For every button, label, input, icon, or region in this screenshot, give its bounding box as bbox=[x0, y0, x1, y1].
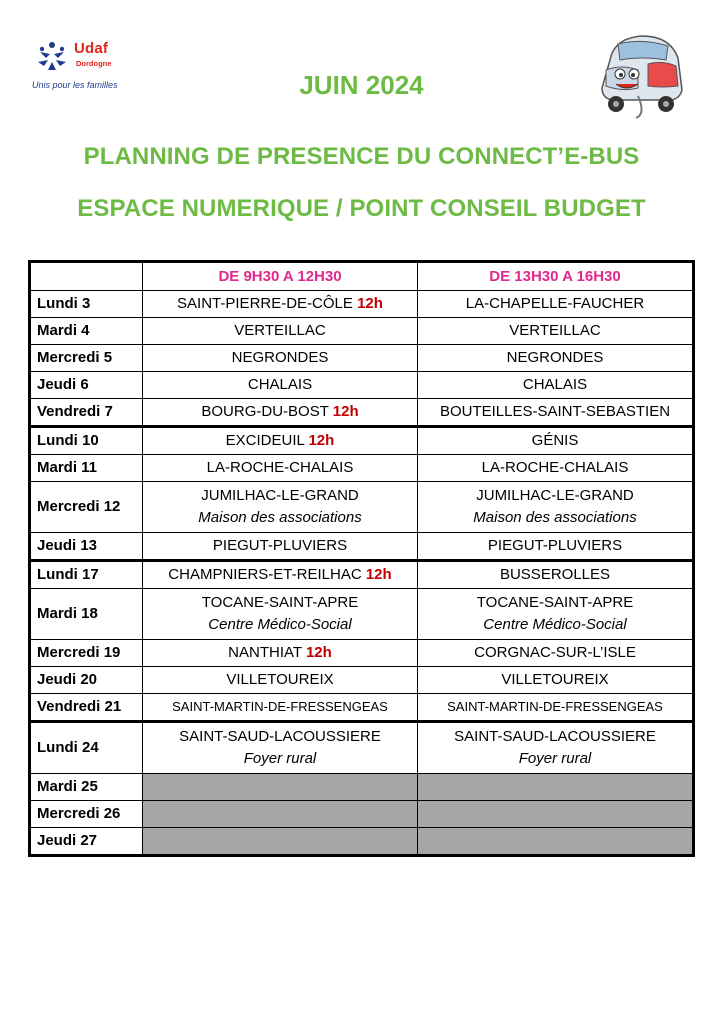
table-row bbox=[30, 640, 694, 667]
afternoon-slot: CORGNAC-SUR-L’ISLE bbox=[418, 640, 694, 667]
venue: Foyer rural bbox=[243, 750, 317, 767]
day-label: Mardi 4 bbox=[30, 318, 143, 345]
empty-afternoon-slot bbox=[418, 801, 694, 828]
table-row bbox=[30, 372, 694, 399]
time-note: 12h bbox=[308, 432, 335, 449]
empty-morning-slot bbox=[143, 774, 418, 801]
table-row bbox=[30, 667, 694, 694]
table-row bbox=[30, 318, 694, 345]
table-header-row bbox=[30, 262, 694, 291]
day-label: Jeudi 27 bbox=[30, 828, 143, 856]
day-label: Lundi 17 bbox=[30, 561, 143, 589]
morning-slot bbox=[143, 589, 418, 640]
morning-slot bbox=[143, 427, 418, 455]
table-row bbox=[30, 482, 694, 533]
location: CHAMPNIERS-ET-REILHAC bbox=[168, 566, 362, 583]
venue: Foyer rural bbox=[518, 750, 592, 767]
day-label: Mercredi 26 bbox=[30, 801, 143, 828]
month-title: JUIN 2024 bbox=[299, 70, 424, 100]
location: SAINT-SAUD-LACOUSSIERE bbox=[179, 728, 381, 745]
empty-afternoon-slot bbox=[418, 828, 694, 856]
venue: Centre Médico-Social bbox=[483, 616, 627, 633]
table-row bbox=[30, 774, 694, 801]
day-label: Lundi 3 bbox=[30, 291, 143, 318]
day-label: Lundi 10 bbox=[30, 427, 143, 455]
planning-subtitle: ESPACE NUMERIQUE / POINT CONSEIL BUDGET bbox=[77, 195, 646, 222]
time-note: 12h bbox=[332, 403, 359, 420]
planning-table bbox=[28, 260, 695, 857]
afternoon-slot: PIEGUT-PLUVIERS bbox=[418, 533, 694, 561]
morning-slot bbox=[143, 291, 418, 318]
day-label: Vendredi 7 bbox=[30, 399, 143, 427]
venue: Centre Médico-Social bbox=[208, 616, 352, 633]
day-label: Mardi 11 bbox=[30, 455, 143, 482]
time-note: 12h bbox=[305, 644, 332, 661]
logo-name: Udaf bbox=[74, 40, 109, 57]
afternoon-slot: VERTEILLAC bbox=[418, 318, 694, 345]
table-row bbox=[30, 694, 694, 722]
afternoon-slot: VILLETOUREIX bbox=[418, 667, 694, 694]
morning-slot bbox=[143, 399, 418, 427]
day-label: Mardi 18 bbox=[30, 589, 143, 640]
morning-slot: VERTEILLAC bbox=[143, 318, 418, 345]
morning-slot bbox=[143, 722, 418, 774]
day-label: Jeudi 13 bbox=[30, 533, 143, 561]
venue: Maison des associations bbox=[473, 509, 637, 526]
table-row bbox=[30, 455, 694, 482]
morning-slot: SAINT-MARTIN-DE-FRESSENGEAS bbox=[143, 694, 418, 722]
afternoon-slot: BOUTEILLES-SAINT-SEBASTIEN bbox=[418, 399, 694, 427]
morning-slot: NEGRONDES bbox=[143, 345, 418, 372]
afternoon-slot bbox=[418, 722, 694, 774]
location: BOURG-DU-BOST bbox=[201, 403, 329, 420]
day-label: Jeudi 20 bbox=[30, 667, 143, 694]
location: JUMILHAC-LE-GRAND bbox=[201, 487, 359, 504]
table-row bbox=[30, 722, 694, 774]
day-label: Mardi 25 bbox=[30, 774, 143, 801]
table-row bbox=[30, 589, 694, 640]
day-label: Mercredi 19 bbox=[30, 640, 143, 667]
time-note: 12h bbox=[357, 295, 383, 312]
table-row bbox=[30, 291, 694, 318]
morning-slot bbox=[143, 482, 418, 533]
table-row bbox=[30, 399, 694, 427]
location: JUMILHAC-LE-GRAND bbox=[476, 487, 634, 504]
time-note: 12h bbox=[365, 566, 392, 583]
empty-afternoon-slot bbox=[418, 774, 694, 801]
location: TOCANE-SAINT-APRE bbox=[476, 594, 634, 611]
afternoon-slot bbox=[418, 589, 694, 640]
afternoon-slot: LA-CHAPELLE-FAUCHER bbox=[418, 291, 694, 318]
table-row bbox=[30, 345, 694, 372]
location: NANTHIAT bbox=[228, 644, 302, 661]
morning-slot: VILLETOUREIX bbox=[143, 667, 418, 694]
afternoon-slot: GÉNIS bbox=[418, 427, 694, 455]
morning-slot: PIEGUT-PLUVIERS bbox=[143, 533, 418, 561]
afternoon-slot: NEGRONDES bbox=[418, 345, 694, 372]
afternoon-slot: LA-ROCHE-CHALAIS bbox=[418, 455, 694, 482]
planning-title: PLANNING DE PRESENCE DU CONNECT’E-BUS bbox=[83, 143, 640, 170]
header-afternoon: DE 13H30 A 16H30 bbox=[418, 262, 694, 291]
morning-slot bbox=[143, 640, 418, 667]
location: SAINT-PIERRE-DE-CÔLE bbox=[177, 295, 353, 312]
afternoon-slot: SAINT-MARTIN-DE-FRESSENGEAS bbox=[418, 694, 694, 722]
afternoon-slot: BUSSEROLLES bbox=[418, 561, 694, 589]
header-day-cell bbox=[30, 262, 143, 291]
morning-slot: LA-ROCHE-CHALAIS bbox=[143, 455, 418, 482]
table-row bbox=[30, 801, 694, 828]
morning-slot: CHALAIS bbox=[143, 372, 418, 399]
table-row bbox=[30, 828, 694, 856]
afternoon-slot bbox=[418, 482, 694, 533]
location: EXCIDEUIL bbox=[225, 432, 305, 449]
day-label: Vendredi 21 bbox=[30, 694, 143, 722]
table-row bbox=[30, 427, 694, 455]
logo-tagline: Unis pour les familles bbox=[32, 80, 118, 90]
empty-morning-slot bbox=[143, 828, 418, 856]
empty-morning-slot bbox=[143, 801, 418, 828]
morning-slot bbox=[143, 561, 418, 589]
venue: Maison des associations bbox=[198, 509, 362, 526]
day-label: Jeudi 6 bbox=[30, 372, 143, 399]
table-row bbox=[30, 561, 694, 589]
logo-sub: Dordogne bbox=[76, 59, 112, 68]
afternoon-slot: CHALAIS bbox=[418, 372, 694, 399]
day-label: Mercredi 5 bbox=[30, 345, 143, 372]
day-label: Lundi 24 bbox=[30, 722, 143, 774]
table-row bbox=[30, 533, 694, 561]
location: TOCANE-SAINT-APRE bbox=[201, 594, 359, 611]
location: SAINT-SAUD-LACOUSSIERE bbox=[454, 728, 656, 745]
header-morning: DE 9H30 A 12H30 bbox=[143, 262, 418, 291]
day-label: Mercredi 12 bbox=[30, 482, 143, 533]
